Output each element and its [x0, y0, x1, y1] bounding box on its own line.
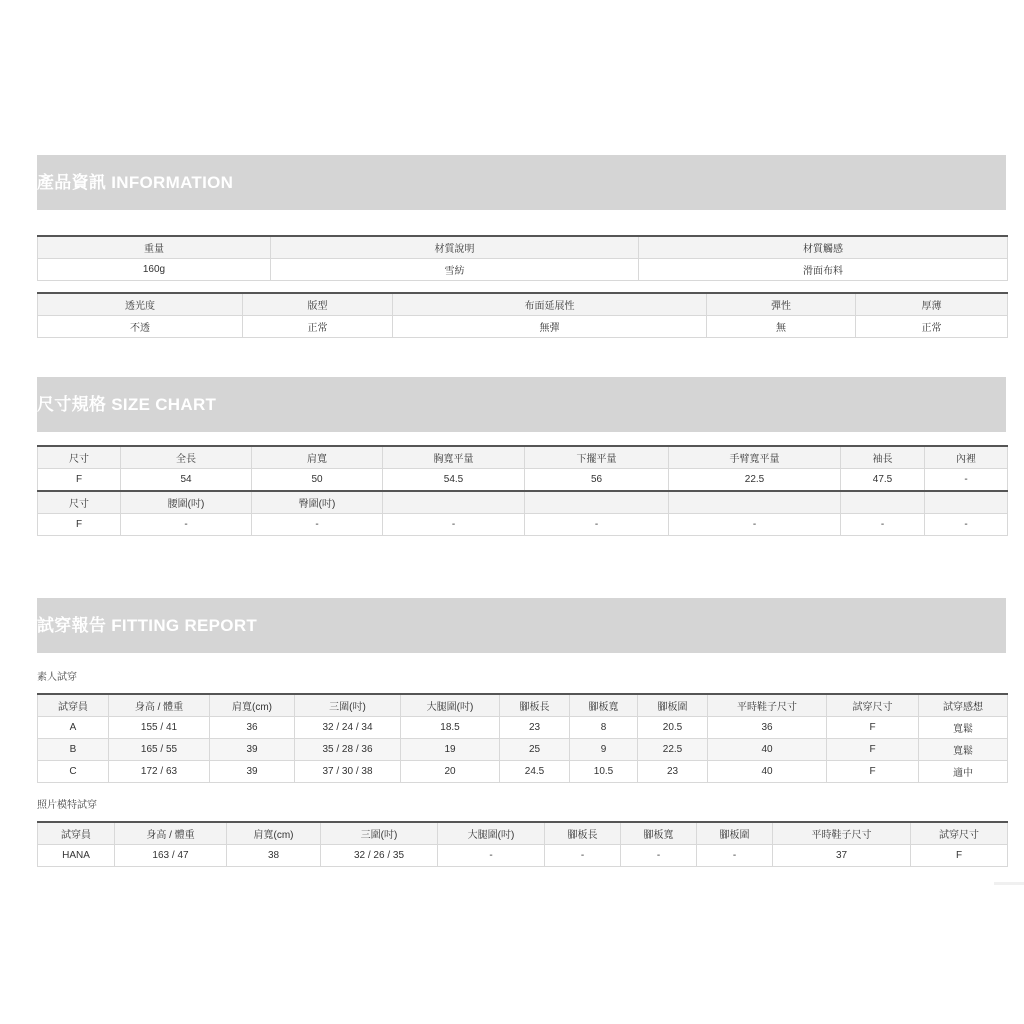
- header-cell: 厚薄: [856, 293, 1008, 316]
- value-cell: 47.5: [841, 469, 925, 492]
- value-cell: 19: [401, 739, 500, 761]
- table-header-row: [38, 446, 1008, 469]
- value-cell: 39: [210, 739, 295, 761]
- fabric-properties-table: [37, 292, 1008, 338]
- value-cell: 20: [401, 761, 500, 783]
- value-cell: -: [545, 845, 621, 867]
- value-cell: 雪紡: [271, 259, 639, 281]
- size-chart-title: 尺寸規格 SIZE CHART: [37, 395, 217, 414]
- table-header-row: [38, 694, 1008, 717]
- header-cell: 布面延展性: [393, 293, 707, 316]
- table-header-row: [38, 822, 1008, 845]
- header-cell: [841, 491, 925, 514]
- scroll-indicator: [994, 882, 1024, 885]
- table-header-row: [38, 491, 1008, 514]
- value-cell: 32 / 26 / 35: [321, 845, 438, 867]
- value-cell: 23: [638, 761, 708, 783]
- header-cell: 試穿尺寸: [911, 822, 1008, 845]
- value-cell: 22.5: [669, 469, 841, 492]
- value-cell: 寬鬆: [919, 739, 1008, 761]
- value-cell: -: [383, 514, 525, 536]
- value-cell: 不透: [38, 316, 243, 338]
- header-cell: 肩寬(cm): [210, 694, 295, 717]
- value-cell: -: [121, 514, 252, 536]
- value-cell: 18.5: [401, 717, 500, 739]
- value-cell: -: [925, 514, 1008, 536]
- header-cell: 肩寬(cm): [227, 822, 321, 845]
- amateur-fitting-table: [37, 693, 1008, 783]
- header-cell: 透光度: [38, 293, 243, 316]
- information-title: 產品資訊 INFORMATION: [37, 173, 234, 192]
- header-cell: 彈性: [707, 293, 856, 316]
- value-cell: F: [38, 514, 121, 536]
- header-cell: 腰圍(吋): [121, 491, 252, 514]
- header-cell: 腳板寬: [570, 694, 638, 717]
- value-cell: 正常: [856, 316, 1008, 338]
- table-header-row: [38, 236, 1008, 259]
- header-cell: 試穿員: [38, 822, 115, 845]
- header-cell: 重量: [38, 236, 271, 259]
- header-cell: 材質觸感: [639, 236, 1008, 259]
- value-cell: 適中: [919, 761, 1008, 783]
- header-cell: 平時鞋子尺寸: [773, 822, 911, 845]
- value-cell: 22.5: [638, 739, 708, 761]
- fitting-report-header: [37, 598, 1006, 653]
- header-cell: 材質說明: [271, 236, 639, 259]
- value-cell: 160g: [38, 259, 271, 281]
- value-cell: F: [38, 469, 121, 492]
- header-cell: 尺寸: [38, 491, 121, 514]
- table-row: [38, 259, 1008, 281]
- header-cell: 身高 / 體重: [109, 694, 210, 717]
- header-cell: [383, 491, 525, 514]
- table-row: [38, 514, 1008, 536]
- value-cell: -: [621, 845, 697, 867]
- value-cell: 23: [500, 717, 570, 739]
- value-cell: 寬鬆: [919, 717, 1008, 739]
- header-cell: [525, 491, 669, 514]
- value-cell: -: [697, 845, 773, 867]
- header-cell: 尺寸: [38, 446, 121, 469]
- table-row: [38, 845, 1008, 867]
- value-cell: 56: [525, 469, 669, 492]
- value-cell: F: [827, 717, 919, 739]
- header-cell: 三圍(吋): [295, 694, 401, 717]
- value-cell: A: [38, 717, 109, 739]
- header-cell: 腳板圍: [697, 822, 773, 845]
- value-cell: -: [525, 514, 669, 536]
- header-cell: 大腿圍(吋): [401, 694, 500, 717]
- value-cell: 35 / 28 / 36: [295, 739, 401, 761]
- value-cell: HANA: [38, 845, 115, 867]
- header-cell: 腳板圍: [638, 694, 708, 717]
- model-fitting-label: 照片模特試穿: [37, 800, 97, 811]
- model-fitting-table: [37, 821, 1008, 867]
- header-cell: 三圍(吋): [321, 822, 438, 845]
- header-cell: 試穿感想: [919, 694, 1008, 717]
- value-cell: 163 / 47: [115, 845, 227, 867]
- header-cell: [669, 491, 841, 514]
- value-cell: C: [38, 761, 109, 783]
- value-cell: 無彈: [393, 316, 707, 338]
- value-cell: 36: [708, 717, 827, 739]
- header-cell: 版型: [243, 293, 393, 316]
- value-cell: 37 / 30 / 38: [295, 761, 401, 783]
- table-row: [38, 761, 1008, 783]
- header-cell: 肩寬: [252, 446, 383, 469]
- value-cell: 正常: [243, 316, 393, 338]
- header-cell: [925, 491, 1008, 514]
- value-cell: 24.5: [500, 761, 570, 783]
- value-cell: 50: [252, 469, 383, 492]
- value-cell: 25: [500, 739, 570, 761]
- value-cell: 32 / 24 / 34: [295, 717, 401, 739]
- value-cell: 165 / 55: [109, 739, 210, 761]
- table-row: [38, 739, 1008, 761]
- header-cell: 腳板長: [545, 822, 621, 845]
- header-cell: 試穿尺寸: [827, 694, 919, 717]
- value-cell: 9: [570, 739, 638, 761]
- header-cell: 大腿圍(吋): [438, 822, 545, 845]
- amateur-fitting-label: 素人試穿: [37, 672, 77, 683]
- value-cell: 39: [210, 761, 295, 783]
- value-cell: 37: [773, 845, 911, 867]
- value-cell: 172 / 63: [109, 761, 210, 783]
- value-cell: -: [669, 514, 841, 536]
- information-header: [37, 155, 1006, 210]
- table-row: [38, 469, 1008, 492]
- value-cell: F: [827, 739, 919, 761]
- value-cell: B: [38, 739, 109, 761]
- header-cell: 腳板寬: [621, 822, 697, 845]
- header-cell: 身高 / 體重: [115, 822, 227, 845]
- value-cell: 20.5: [638, 717, 708, 739]
- header-cell: 內裡: [925, 446, 1008, 469]
- table-row: [38, 717, 1008, 739]
- header-cell: 臀圍(吋): [252, 491, 383, 514]
- value-cell: F: [911, 845, 1008, 867]
- value-cell: 8: [570, 717, 638, 739]
- value-cell: 155 / 41: [109, 717, 210, 739]
- value-cell: F: [827, 761, 919, 783]
- value-cell: 40: [708, 739, 827, 761]
- size-chart-header: [37, 377, 1006, 432]
- header-cell: 全長: [121, 446, 252, 469]
- value-cell: 滑面布料: [639, 259, 1008, 281]
- value-cell: 54.5: [383, 469, 525, 492]
- material-table: [37, 235, 1008, 281]
- value-cell: 無: [707, 316, 856, 338]
- value-cell: 36: [210, 717, 295, 739]
- header-cell: 試穿員: [38, 694, 109, 717]
- header-cell: 手臂寬平量: [669, 446, 841, 469]
- header-cell: 胸寬平量: [383, 446, 525, 469]
- value-cell: -: [841, 514, 925, 536]
- fitting-report-title: 試穿報告 FITTING REPORT: [37, 616, 258, 635]
- value-cell: -: [925, 469, 1008, 492]
- header-cell: 下擺平量: [525, 446, 669, 469]
- size-chart-table: [37, 445, 1008, 536]
- header-cell: 腳板長: [500, 694, 570, 717]
- header-cell: 平時鞋子尺寸: [708, 694, 827, 717]
- table-row: [38, 316, 1008, 338]
- value-cell: 10.5: [570, 761, 638, 783]
- table-header-row: [38, 293, 1008, 316]
- header-cell: 袖長: [841, 446, 925, 469]
- value-cell: -: [252, 514, 383, 536]
- value-cell: -: [438, 845, 545, 867]
- value-cell: 40: [708, 761, 827, 783]
- value-cell: 38: [227, 845, 321, 867]
- value-cell: 54: [121, 469, 252, 492]
